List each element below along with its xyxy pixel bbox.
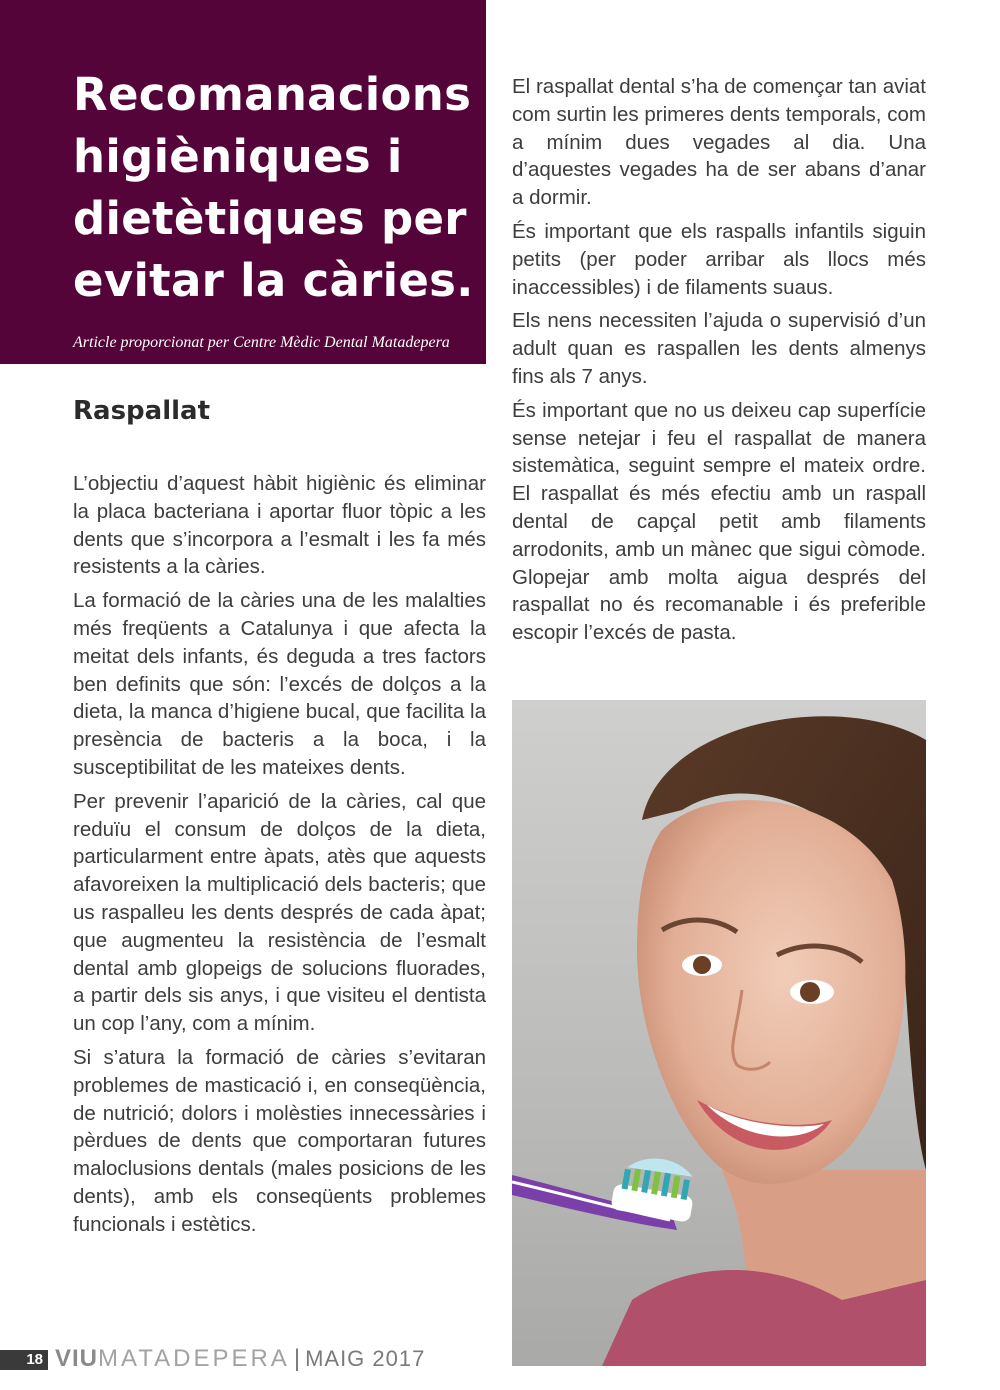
paragraph: El raspallat dental s’ha de començar tan aviat com surtin les primeres dents temporals, com a mínim dues vegades al dia. Una d’aquestes vegades ha de ser abans d’anar a dormir. (512, 75, 926, 210)
paragraph: Si s’atura la formació de càries s’evitaran problemes de masticació i, en conseqüència, de nutrició; dolors i molèsties innecessàries i pèrdues de dents que comportaran futures maloclusions dentals (males posicions de les dents), amb els conseqüents problemes funcionals i estètics. (73, 1045, 486, 1236)
brand-part-matadepera: MATADEPERA (98, 1345, 290, 1372)
issue-date: MAIG 2017 (305, 1346, 426, 1371)
article-title: Recomanacions higièniques i dietètiques per evitar la càries. (73, 68, 474, 307)
paragraph: Per prevenir l’aparició de la càries, cal que reduïu el consum de dolços de la dieta, particularment entre àpats, atès que aquests afavoreixen la multiplicació dels bacteris; que us raspalleu les dents després de cada àpat; que augmenteu la resistència de l’esmalt dental amb glopeigs de solucions fluorades, a partir dels sis anys, i que visiteu el dentista un cop l’any, com a mínim. (73, 789, 486, 1036)
paragraph: La formació de la càries una de les malalties més freqüents a Catalunya i que afecta la meitat dels infants, és deguda a tres factors ben definits que són: l’excés de dolços a la dieta, la manca d’higiene bucal, que facilita la presència de bacteris a la boca, i la susceptibilitat de les mateixes dents. (73, 589, 486, 779)
left-column (73, 470, 486, 1245)
woman-brushing-teeth-photo (512, 700, 926, 1366)
right-column (512, 73, 926, 653)
title-banner (0, 0, 486, 364)
section-heading: Raspallat (73, 396, 210, 426)
magazine-footer (55, 1345, 425, 1373)
paragraph: És important que els raspalls infantils siguin petits (per poder arribar als llocs més inaccessibles) i de filaments suaus. (512, 219, 926, 299)
footer-separator: | (293, 1345, 302, 1372)
paragraph: L’objectiu d’aquest hàbit higiènic és eliminar la placa bacteriana i aportar fluor tòpic a les dents que s’incorpora a l’esmalt i les fa més resistents a la càries. (73, 472, 486, 579)
paragraph: Els nens necessiten l’ajuda o supervisió d’un adult quan es raspallen les dents almenys fins als 7 anys. (512, 309, 926, 388)
photo-illustration (512, 700, 926, 1366)
article-credit: Article proporcionat per Centre Mèdic Dental Matadepera (73, 334, 450, 351)
paragraph: És important que no us deixeu cap superfície sense netejar i feu el raspallat de manera sistemàtica, seguint sempre el mateix ordre. El raspallat és més efectiu amb un raspall dental de capçal petit amb filaments arrodonits, amb un mànec que sigui còmode. Glopejar amb molta aigua després del raspallat no és recomanable i és preferible escopir l’excés de pasta. (512, 398, 926, 645)
brand-part-viu: VIU (55, 1345, 99, 1372)
page-number: 18 (0, 1350, 48, 1370)
